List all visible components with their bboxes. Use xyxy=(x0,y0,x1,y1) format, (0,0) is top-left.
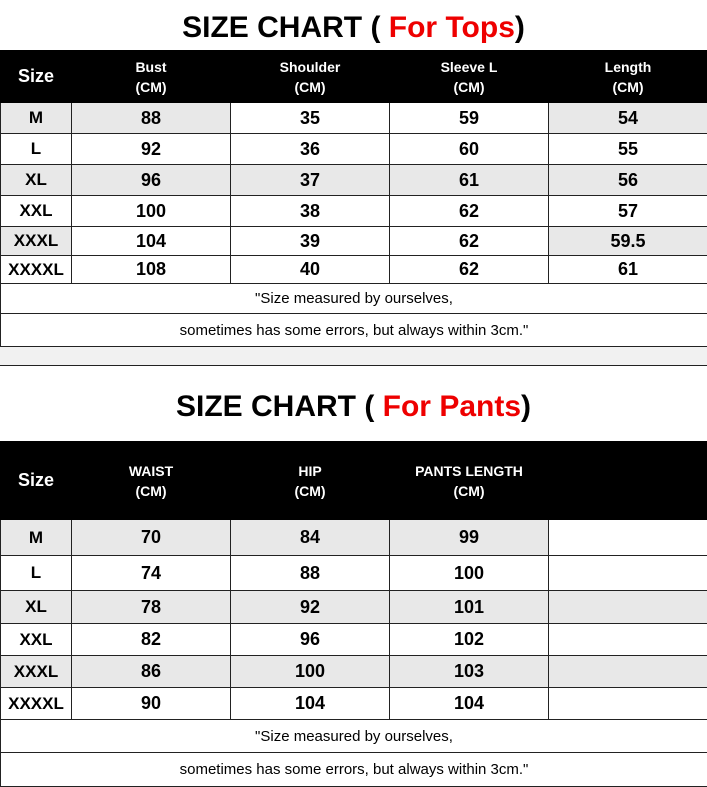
pants-length-cell: 101 xyxy=(390,591,549,624)
size-cell: XXXXL xyxy=(1,688,72,720)
sleeve-cell: 62 xyxy=(390,227,549,256)
tops-title-highlight: For Tops xyxy=(388,11,515,44)
bust-cell: 108 xyxy=(72,256,231,284)
table-row xyxy=(1,196,707,227)
sleeve-cell: 60 xyxy=(390,134,549,165)
tops-title xyxy=(0,6,707,50)
pants-title-end: ) xyxy=(521,390,532,423)
waist-cell: 70 xyxy=(72,520,231,556)
hip-cell: 88 xyxy=(231,556,390,591)
pants-title xyxy=(0,384,707,430)
pants-length-cell: 102 xyxy=(390,624,549,656)
table-row xyxy=(1,520,707,556)
empty-cell xyxy=(549,688,707,720)
empty-cell xyxy=(549,591,707,624)
size-cell: XXXL xyxy=(1,656,72,688)
waist-cell: 78 xyxy=(72,591,231,624)
section-divider xyxy=(0,346,707,366)
pants-header-length: PANTS LENGTH (CM) xyxy=(390,442,549,520)
shoulder-cell: 40 xyxy=(231,256,390,284)
note-line-1: "Size measured by ourselves, xyxy=(1,284,707,314)
size-cell: L xyxy=(1,134,72,165)
size-cell: XXL xyxy=(1,624,72,656)
note-line-1: "Size measured by ourselves, xyxy=(1,720,707,753)
hip-cell: 104 xyxy=(231,688,390,720)
pants-header-empty xyxy=(549,442,707,520)
hip-cell: 100 xyxy=(231,656,390,688)
tops-header-length: Length (CM) xyxy=(549,51,707,103)
table-row xyxy=(1,656,707,688)
pants-header-size: Size xyxy=(1,442,72,520)
note-row xyxy=(1,284,707,314)
note-line-2: sometimes has some errors, but always within 3cm." xyxy=(1,314,707,348)
sleeve-cell: 59 xyxy=(390,103,549,134)
empty-cell xyxy=(549,556,707,591)
note-row xyxy=(1,720,707,753)
tops-header-row xyxy=(1,51,707,103)
size-cell: M xyxy=(1,520,72,556)
note-line-2: sometimes has some errors, but always within 3cm." xyxy=(1,753,707,787)
pants-header-waist: WAIST (CM) xyxy=(72,442,231,520)
pants-header-row xyxy=(1,442,707,520)
pants-length-cell: 100 xyxy=(390,556,549,591)
pants-length-cell: 99 xyxy=(390,520,549,556)
waist-cell: 74 xyxy=(72,556,231,591)
waist-cell: 82 xyxy=(72,624,231,656)
empty-cell xyxy=(549,656,707,688)
pants-size-table xyxy=(0,441,707,787)
note-row xyxy=(1,753,707,787)
bust-cell: 104 xyxy=(72,227,231,256)
pants-length-cell: 103 xyxy=(390,656,549,688)
pants-length-cell: 104 xyxy=(390,688,549,720)
sleeve-cell: 62 xyxy=(390,196,549,227)
size-cell: XXXXL xyxy=(1,256,72,284)
table-row xyxy=(1,591,707,624)
tops-header-size: Size xyxy=(1,51,72,103)
length-cell: 61 xyxy=(549,256,707,284)
size-cell: XL xyxy=(1,591,72,624)
empty-cell xyxy=(549,520,707,556)
shoulder-cell: 36 xyxy=(231,134,390,165)
length-cell: 54 xyxy=(549,103,707,134)
size-cell: XXL xyxy=(1,196,72,227)
table-row xyxy=(1,227,707,256)
length-cell: 57 xyxy=(549,196,707,227)
size-cell: XL xyxy=(1,165,72,196)
size-cell: XXXL xyxy=(1,227,72,256)
sleeve-cell: 62 xyxy=(390,256,549,284)
empty-cell xyxy=(549,624,707,656)
tops-header-sleeve: Sleeve L (CM) xyxy=(390,51,549,103)
tops-size-table xyxy=(0,50,707,348)
bust-cell: 96 xyxy=(72,165,231,196)
tops-header-shoulder: Shoulder (CM) xyxy=(231,51,390,103)
shoulder-cell: 37 xyxy=(231,165,390,196)
waist-cell: 90 xyxy=(72,688,231,720)
shoulder-cell: 35 xyxy=(231,103,390,134)
bust-cell: 92 xyxy=(72,134,231,165)
hip-cell: 84 xyxy=(231,520,390,556)
bust-cell: 100 xyxy=(72,196,231,227)
pants-title-main: SIZE CHART ( xyxy=(175,390,383,423)
length-cell: 55 xyxy=(549,134,707,165)
pants-header-hip: HIP (CM) xyxy=(231,442,390,520)
waist-cell: 86 xyxy=(72,656,231,688)
table-row xyxy=(1,165,707,196)
table-row xyxy=(1,256,707,284)
table-row xyxy=(1,688,707,720)
tops-header-bust: Bust (CM) xyxy=(72,51,231,103)
table-row xyxy=(1,103,707,134)
size-cell: M xyxy=(1,103,72,134)
length-cell: 59.5 xyxy=(549,227,707,256)
shoulder-cell: 38 xyxy=(231,196,390,227)
sleeve-cell: 61 xyxy=(390,165,549,196)
tops-title-end: ) xyxy=(514,11,525,44)
hip-cell: 96 xyxy=(231,624,390,656)
note-row xyxy=(1,314,707,348)
pants-title-highlight: For Pants xyxy=(382,390,522,423)
hip-cell: 92 xyxy=(231,591,390,624)
bust-cell: 88 xyxy=(72,103,231,134)
tops-title-main: SIZE CHART ( xyxy=(182,11,389,44)
table-row xyxy=(1,134,707,165)
shoulder-cell: 39 xyxy=(231,227,390,256)
size-cell: L xyxy=(1,556,72,591)
length-cell: 56 xyxy=(549,165,707,196)
table-row xyxy=(1,556,707,591)
table-row xyxy=(1,624,707,656)
